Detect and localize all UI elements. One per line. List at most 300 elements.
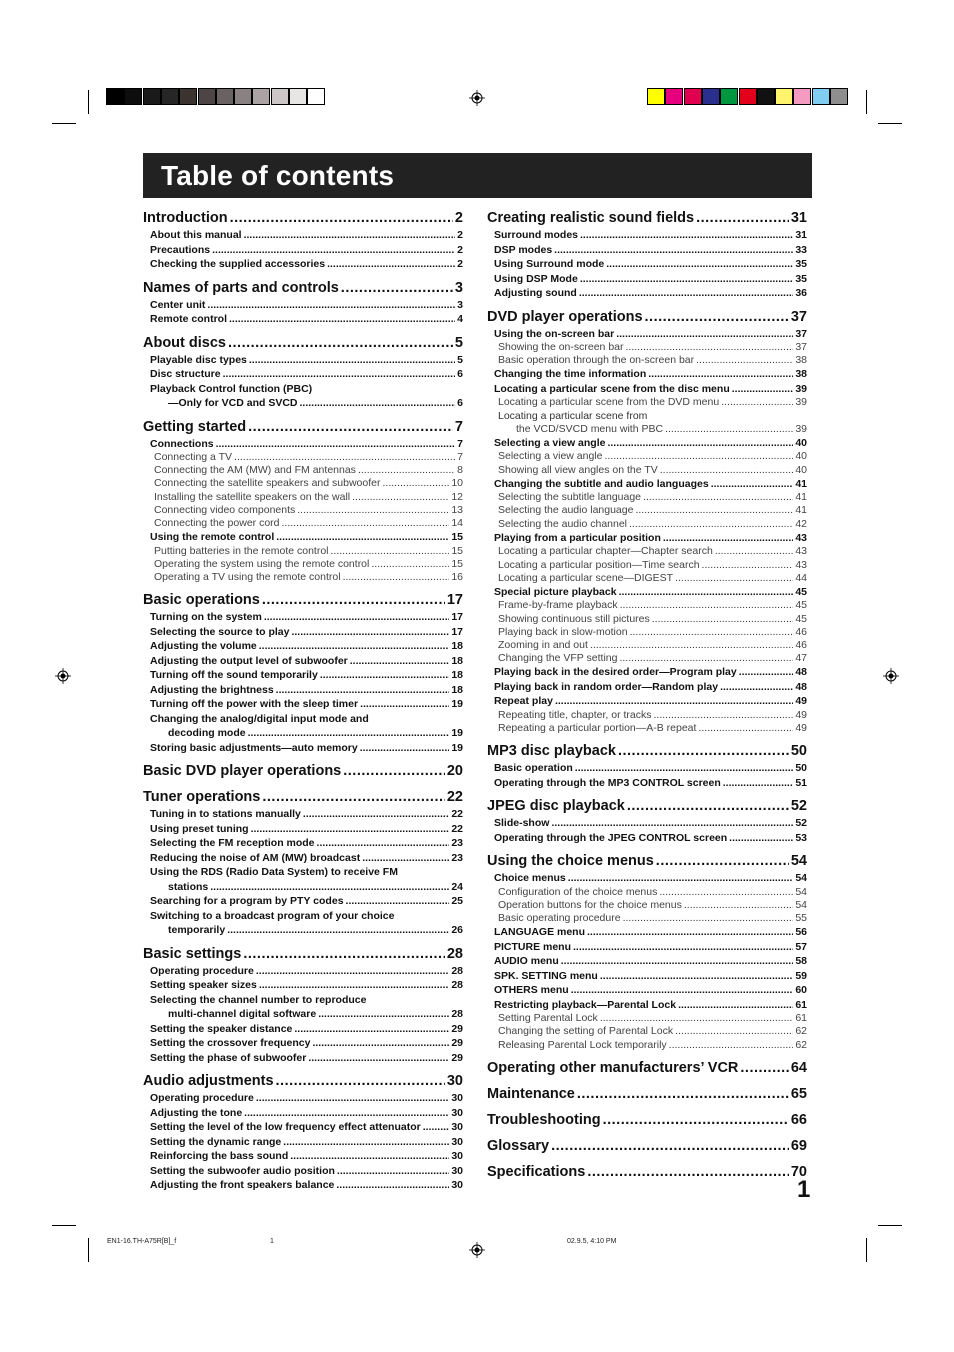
toc-entry[interactable]	[487, 243, 807, 258]
dot-leader	[577, 1084, 789, 1104]
toc-entry[interactable]	[143, 697, 463, 712]
dot-leader	[573, 940, 793, 955]
toc-entry-title: Showing all view angles on the TV	[498, 463, 658, 476]
toc-entry-title: Repeat play	[494, 695, 553, 708]
toc-entry[interactable]	[143, 504, 463, 517]
toc-page-number: 28	[451, 964, 463, 977]
toc-entry[interactable]	[487, 341, 807, 354]
toc-section-heading[interactable]	[143, 333, 463, 353]
toc-page-number: 35	[795, 258, 807, 270]
toc-entry-title: Selecting the audio channel	[498, 517, 628, 530]
toc-entry-title: Introduction	[143, 210, 228, 226]
toc-entry[interactable]	[143, 1135, 463, 1150]
toc-entry-title: Getting started	[143, 418, 247, 435]
dot-leader	[635, 505, 793, 518]
dot-leader	[346, 894, 450, 909]
toc-page-number: 52	[795, 817, 807, 830]
toc-entry-title: Setting the dynamic range	[150, 1135, 282, 1148]
dot-leader	[568, 871, 794, 886]
toc-page-number: 59	[795, 969, 807, 982]
dot-leader	[684, 899, 793, 912]
toc-page-number: 14	[451, 516, 463, 529]
toc-entry[interactable]	[487, 831, 807, 846]
toc-page-number: 2	[457, 243, 463, 256]
toc-entry-title: Selecting the audio language	[498, 504, 634, 517]
toc-section-heading[interactable]	[143, 417, 463, 437]
toc-entry[interactable]	[143, 530, 463, 545]
toc-entry-title: Using the on-screen bar	[494, 327, 615, 340]
toc-entry[interactable]	[143, 923, 463, 938]
toc-entry-title: Tuning in to stations manually	[150, 808, 301, 821]
toc-entry[interactable]	[487, 954, 807, 969]
toc-entry[interactable]	[487, 912, 807, 925]
toc-page-number: 26	[451, 924, 463, 937]
toc-entry[interactable]	[487, 450, 807, 463]
toc-entry[interactable]	[143, 654, 463, 669]
toc-page-number: 39	[795, 422, 807, 435]
toc-entry[interactable]	[487, 722, 807, 735]
toc-entry[interactable]	[487, 382, 807, 397]
toc-page-number: 70	[790, 1163, 807, 1180]
toc-page-number: 37	[795, 341, 807, 353]
dot-leader	[262, 787, 445, 807]
toc-entry-title: Locating a particular scene—DIGEST	[498, 571, 674, 584]
toc-entry-title: Setting speaker sizes	[150, 979, 257, 992]
toc-entry[interactable]	[487, 505, 807, 518]
toc-page-number: 7	[457, 437, 463, 450]
toc-entry[interactable]	[487, 1026, 807, 1039]
toc-entry-title: Using Surround mode	[494, 258, 605, 270]
toc-entry[interactable]	[487, 886, 807, 899]
toc-entry-title: Basic operating procedure	[498, 912, 621, 925]
toc-section-heading[interactable]	[487, 796, 807, 816]
toc-entry-title: Selecting the FM reception mode	[150, 837, 315, 850]
toc-entry[interactable]	[487, 680, 807, 695]
toc-entry[interactable]	[143, 625, 463, 640]
color-swatch	[702, 88, 720, 105]
crop-mark	[52, 1225, 76, 1226]
toc-section-heading[interactable]	[143, 590, 463, 610]
toc-entry[interactable]	[143, 517, 463, 530]
footer-datetime: 02.9.5, 4:10 PM	[567, 1238, 617, 1245]
toc-entry[interactable]	[143, 353, 463, 368]
dot-leader	[732, 382, 794, 397]
toc-page-number: 43	[795, 558, 807, 571]
toc-page-number: 18	[451, 683, 463, 696]
toc-entry-line: Locating a particular scene from	[498, 409, 648, 422]
dot-leader	[587, 925, 793, 940]
toc-page-number: 51	[795, 776, 807, 789]
toc-page-number: 40	[795, 463, 807, 476]
toc-page-number: 66	[790, 1111, 807, 1128]
toc-entry[interactable]	[487, 396, 807, 409]
toc-entry-title: SPK. SETTING menu	[494, 969, 598, 982]
toc-entry[interactable]	[487, 761, 807, 776]
toc-entry[interactable]	[143, 298, 463, 313]
toc-page-number: 46	[795, 639, 807, 651]
dot-leader	[283, 1135, 449, 1150]
toc-entry[interactable]	[143, 851, 463, 866]
dot-leader	[343, 571, 450, 584]
dot-leader	[696, 208, 789, 228]
dot-leader	[290, 1149, 449, 1164]
toc-entry[interactable]	[487, 531, 807, 546]
dot-leader	[579, 286, 793, 301]
toc-entry-title: Troubleshooting	[487, 1111, 601, 1128]
toc-entry[interactable]	[487, 286, 807, 301]
toc-page-number: 37	[790, 308, 807, 325]
toc-entry-title: Operating procedure	[150, 1092, 254, 1105]
toc-entry-title: Connections	[150, 437, 214, 450]
toc-page-number: 3	[454, 279, 463, 296]
toc-page-number: 22	[451, 822, 463, 835]
toc-entry[interactable]	[143, 1164, 463, 1179]
toc-section-heading[interactable]	[487, 851, 807, 871]
toc-section-heading[interactable]	[487, 1084, 807, 1104]
toc-page-number: 5	[454, 334, 463, 351]
toc-page-number: 38	[795, 368, 807, 381]
toc-entry-title: Adjusting the volume	[150, 640, 257, 653]
dot-leader	[244, 1106, 449, 1121]
toc-entry[interactable]	[143, 558, 463, 571]
toc-entry[interactable]	[143, 807, 463, 822]
toc-page-number: 29	[451, 1037, 463, 1050]
toc-entry[interactable]	[143, 639, 463, 654]
toc-entry[interactable]	[487, 585, 807, 600]
toc-page-number: 12	[451, 490, 463, 503]
toc-section-heading[interactable]	[143, 944, 463, 964]
dot-leader	[663, 531, 793, 546]
toc-entry[interactable]	[487, 709, 807, 722]
toc-page-number: 28	[451, 979, 463, 992]
toc-section-heading[interactable]	[143, 787, 463, 807]
toc-entry[interactable]	[487, 545, 807, 558]
color-swatch	[793, 88, 811, 105]
toc-page-number: 25	[451, 895, 463, 908]
toc-page-number: 30	[451, 1135, 463, 1148]
toc-page-number: 29	[451, 1022, 463, 1035]
dot-leader	[626, 341, 794, 354]
color-swatch	[684, 88, 702, 105]
toc-section-heading[interactable]	[143, 208, 463, 228]
dot-leader	[561, 954, 794, 969]
toc-entry-title: Turning off the sound temporarily	[150, 669, 318, 682]
toc-entry[interactable]	[143, 880, 463, 895]
toc-entry-title: Using the remote control	[150, 531, 275, 544]
color-swatch	[216, 88, 234, 105]
toc-page-number: 49	[795, 708, 807, 721]
toc-entry[interactable]	[143, 964, 463, 979]
color-swatch	[739, 88, 757, 105]
toc-entry[interactable]	[143, 1106, 463, 1121]
registration-mark-icon	[469, 90, 485, 106]
toc-page-number: 43	[795, 545, 807, 558]
toc-entry-title: Setting the level of the low frequency effect attenuator	[150, 1121, 421, 1134]
toc-page-number: 18	[451, 640, 463, 653]
toc-entry-line: Playback Control function (PBC)	[150, 382, 313, 395]
toc-entry-title: Changing the VFP setting	[498, 652, 618, 665]
toc-entry[interactable]	[487, 423, 807, 436]
toc-page-number: 53	[795, 831, 807, 844]
toc-entry-title: Playing back in the desired order—Program play	[494, 666, 737, 679]
dot-leader	[294, 1022, 449, 1037]
dot-leader	[580, 272, 793, 287]
crop-mark	[88, 1238, 89, 1262]
toc-entry[interactable]	[143, 396, 463, 411]
toc-entry-title: Locating a particular scene from the DVD menu	[498, 396, 720, 409]
toc-section-heading[interactable]	[487, 1136, 807, 1156]
dot-leader	[343, 761, 445, 781]
toc-entry[interactable]	[143, 610, 463, 625]
toc-page-number: 61	[795, 1012, 807, 1025]
toc-entry[interactable]	[487, 626, 807, 639]
toc-entry[interactable]	[143, 741, 463, 756]
toc-page-number: 2	[454, 210, 463, 226]
toc-entry[interactable]	[487, 652, 807, 665]
dot-leader	[282, 517, 450, 530]
toc-entry-title: Changing the subtitle and audio languages	[494, 477, 709, 490]
toc-page-number: 30	[451, 1150, 463, 1163]
toc-page-number: 45	[795, 612, 807, 625]
dot-leader	[645, 307, 789, 327]
toc-entry-line: Using the RDS (Radio Data System) to receive FM	[150, 866, 398, 879]
toc-page-number: 41	[795, 477, 807, 490]
color-swatch	[830, 88, 848, 105]
toc-section-heading[interactable]	[487, 208, 807, 228]
dot-leader	[297, 504, 449, 517]
toc-entry[interactable]	[143, 312, 463, 327]
toc-entry-title: Installing the satellite speakers on the wall	[154, 490, 351, 503]
toc-entry[interactable]	[487, 367, 807, 382]
dot-leader	[308, 1051, 449, 1066]
toc-entry-title: Using DSP Mode	[494, 272, 578, 285]
toc-entry-title: Operating through the MP3 CONTROL screen	[494, 776, 721, 789]
toc-entry-title: Showing continuous still pictures	[498, 612, 650, 625]
dot-leader	[587, 1162, 789, 1182]
toc-page-number: 5	[457, 353, 463, 366]
dot-leader	[243, 944, 445, 964]
toc-entry[interactable]	[143, 1149, 463, 1164]
dot-leader	[244, 228, 456, 243]
toc-section-heading[interactable]	[487, 1058, 807, 1078]
toc-left-column	[143, 208, 463, 1193]
toc-entry-title: Basic operation	[494, 762, 573, 775]
toc-page-number: 7	[457, 451, 463, 463]
toc-entry[interactable]	[487, 665, 807, 680]
toc-entry[interactable]	[143, 437, 463, 452]
toc-entry[interactable]	[487, 477, 807, 492]
toc-entry[interactable]	[143, 491, 463, 504]
dot-leader	[660, 464, 794, 477]
toc-page-number: 45	[795, 599, 807, 612]
toc-entry-title: Basic operation through the on-screen bar	[498, 354, 695, 367]
toc-entry[interactable]	[487, 940, 807, 955]
dot-leader	[230, 208, 453, 228]
dot-leader	[720, 680, 793, 695]
toc-entry[interactable]	[143, 464, 463, 477]
toc-entry[interactable]	[143, 668, 463, 683]
toc-entry-title: Setting the subwoofer audio position	[150, 1164, 335, 1177]
toc-entry[interactable]	[143, 1120, 463, 1135]
toc-entry[interactable]	[143, 228, 463, 243]
dot-leader	[291, 625, 449, 640]
dot-leader	[360, 697, 449, 712]
toc-entry[interactable]	[143, 726, 463, 741]
toc-entry-title: multi-channel digital software	[168, 1008, 317, 1021]
toc-entry[interactable]	[487, 464, 807, 477]
dot-leader	[619, 652, 793, 665]
dot-leader	[312, 1036, 449, 1051]
toc-entry[interactable]	[143, 1036, 463, 1051]
dot-leader	[678, 998, 793, 1013]
toc-entry[interactable]	[487, 998, 807, 1013]
toc-entry[interactable]	[143, 451, 463, 464]
toc-entry[interactable]	[143, 1091, 463, 1106]
toc-entry[interactable]	[487, 491, 807, 504]
toc-entry[interactable]	[487, 776, 807, 791]
toc-page-number: 18	[451, 669, 463, 682]
toc-entry[interactable]	[143, 683, 463, 698]
toc-entry[interactable]	[487, 327, 807, 342]
toc-entry-title: Playing back in random order—Random play	[494, 680, 719, 693]
toc-entry-title: Basic DVD player operations	[143, 763, 342, 780]
toc-entry[interactable]	[487, 871, 807, 886]
dot-leader	[259, 978, 450, 993]
toc-entry-title: Adjusting the tone	[150, 1106, 243, 1119]
color-swatch	[665, 88, 683, 105]
toc-entry[interactable]	[143, 545, 463, 558]
dot-leader	[248, 417, 453, 437]
toc-section-heading[interactable]	[487, 307, 807, 327]
dot-leader	[604, 450, 793, 463]
toc-entry[interactable]	[487, 354, 807, 367]
toc-entry-title: Basic settings	[143, 945, 242, 962]
toc-entry[interactable]	[487, 613, 807, 626]
toc-page-number: 13	[451, 503, 463, 516]
toc-entry-title: Adjusting the brightness	[150, 683, 274, 696]
toc-page-number: 54	[790, 853, 807, 870]
toc-entry[interactable]	[487, 1039, 807, 1052]
toc-page-number: 19	[451, 727, 463, 740]
toc-page-number: 6	[457, 397, 463, 409]
toc-section-heading[interactable]	[143, 1071, 463, 1091]
toc-entry[interactable]	[487, 559, 807, 572]
dot-leader	[652, 613, 794, 626]
toc-page-number: 42	[795, 517, 807, 530]
toc-page-number: 56	[795, 926, 807, 939]
toc-entry-title: Locating a particular chapter—Chapter search	[498, 545, 713, 558]
toc-entry-title: Precautions	[150, 243, 211, 256]
dot-leader	[382, 477, 449, 490]
toc-entry-title: Audio adjustments	[143, 1073, 274, 1090]
dot-leader	[227, 923, 449, 938]
dot-leader	[606, 257, 793, 272]
dot-leader	[371, 558, 449, 571]
toc-page-number: 17	[446, 592, 463, 609]
toc-entry[interactable]	[143, 477, 463, 490]
toc-page-number: 22	[446, 789, 463, 806]
toc-entry[interactable]	[143, 822, 463, 837]
toc-page-number: 24	[451, 880, 463, 893]
toc-entry[interactable]	[487, 257, 807, 272]
toc-entry-title: Surround modes	[494, 229, 579, 241]
dot-leader	[259, 639, 450, 654]
toc-entry-title: Setting the crossover frequency	[150, 1037, 311, 1050]
toc-section-heading[interactable]	[487, 1110, 807, 1130]
toc-entry[interactable]	[143, 243, 463, 258]
toc-entry-title: Playable disc types	[150, 353, 247, 366]
dot-leader	[276, 530, 449, 545]
toc-page-number: 23	[451, 851, 463, 864]
dot-leader	[665, 423, 793, 436]
toc-entry[interactable]	[487, 969, 807, 984]
toc-section-heading[interactable]	[143, 761, 463, 781]
toc-entry[interactable]	[487, 925, 807, 940]
toc-entry[interactable]	[143, 978, 463, 993]
toc-page-number: 31	[795, 229, 807, 241]
toc-page-number: 31	[790, 210, 807, 226]
toc-entry[interactable]	[143, 894, 463, 909]
toc-entry[interactable]	[487, 694, 807, 709]
toc-entry-title: About discs	[143, 334, 226, 351]
toc-entry-title: OTHERS menu	[494, 984, 569, 997]
toc-page-number: 6	[457, 368, 463, 380]
toc-entry[interactable]	[143, 1007, 463, 1022]
toc-entry[interactable]	[487, 639, 807, 652]
toc-entry[interactable]	[487, 228, 807, 243]
toc-entry[interactable]	[487, 572, 807, 585]
toc-page-number: 46	[795, 625, 807, 638]
color-swatch	[252, 88, 270, 105]
toc-page-number: 50	[790, 743, 807, 760]
toc-entry-title: Turning on the system	[150, 611, 262, 624]
toc-section-heading[interactable]	[487, 1162, 807, 1182]
toc-entry[interactable]	[143, 1022, 463, 1037]
dot-leader	[223, 367, 456, 382]
toc-page-number: 49	[795, 722, 807, 735]
toc-entry[interactable]	[487, 899, 807, 912]
toc-entry[interactable]	[143, 257, 463, 272]
toc-entry[interactable]	[487, 816, 807, 831]
toc-entry-title: Special picture playback	[494, 585, 617, 598]
toc-section-heading[interactable]	[143, 278, 463, 298]
toc-page-number: 52	[790, 798, 807, 815]
toc-section-heading[interactable]	[487, 741, 807, 761]
toc-entry[interactable]	[143, 1051, 463, 1066]
toc-entry-title: Using preset tuning	[150, 822, 249, 835]
toc-entry[interactable]	[487, 983, 807, 998]
toc-entry[interactable]	[487, 518, 807, 531]
toc-entry[interactable]	[487, 436, 807, 451]
toc-entry-title: DVD player operations	[487, 308, 643, 325]
toc-entry-title: Repeating a particular portion—A-B repeat	[498, 722, 697, 735]
toc-entry[interactable]	[143, 836, 463, 851]
toc-page-number: 48	[795, 680, 807, 693]
toc-entry[interactable]	[487, 599, 807, 612]
dot-leader	[654, 709, 794, 722]
toc-page-number: 2	[457, 229, 463, 241]
toc-entry-title: Creating realistic sound fields	[487, 210, 695, 226]
toc-entry-title: stations	[168, 880, 209, 893]
toc-entry-title: Center unit	[150, 298, 206, 311]
toc-entry[interactable]	[487, 1012, 807, 1025]
toc-entry[interactable]	[143, 367, 463, 382]
dot-leader	[627, 796, 789, 816]
toc-page-number: 30	[446, 1073, 463, 1090]
toc-entry[interactable]	[143, 1178, 463, 1193]
toc-entry[interactable]	[487, 272, 807, 287]
toc-entry[interactable]	[143, 571, 463, 584]
